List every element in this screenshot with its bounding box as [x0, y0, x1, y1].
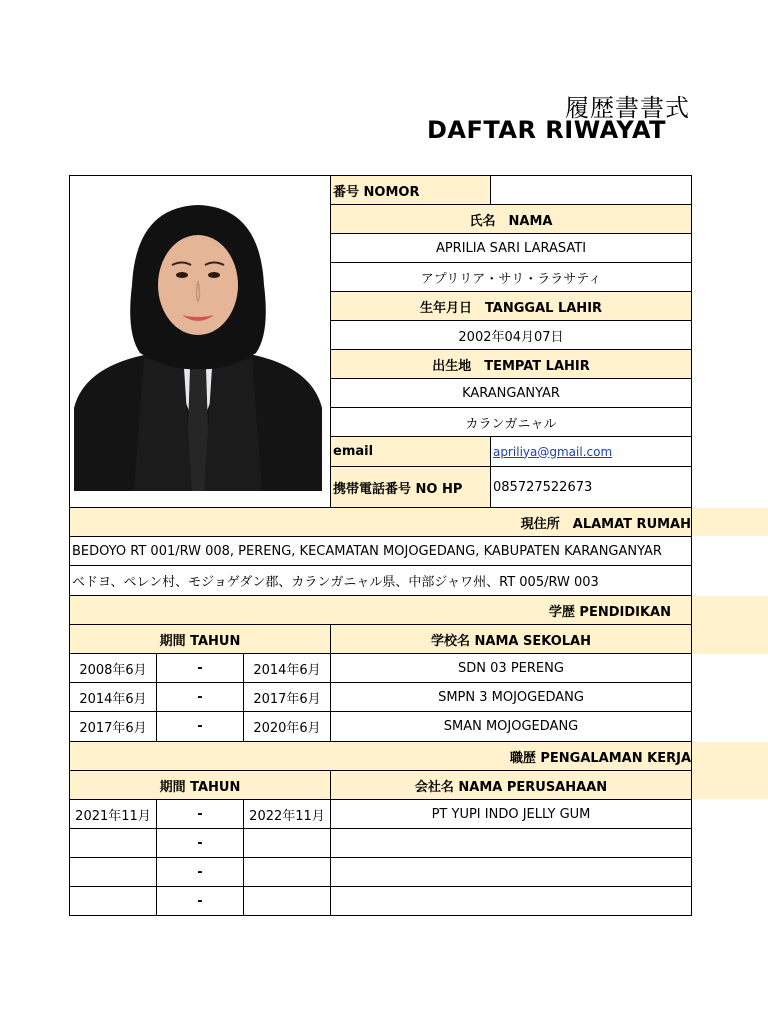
person-portrait-icon	[74, 193, 322, 491]
pengalaman-row-sep: -	[156, 857, 244, 887]
pengalaman-row-from: 2021年11月	[69, 799, 157, 829]
pengalaman-row-name: PT YUPI INDO JELLY GUM	[330, 799, 692, 829]
pengalaman-row-name[interactable]	[330, 857, 692, 887]
pendidikan-row-to: 2014年6月	[243, 653, 331, 683]
pendidikan-col-sekolah: 学校名 NAMA SEKOLAH	[330, 624, 692, 654]
pendidikan-label: 学歴 PENDIDIKAN	[69, 595, 692, 625]
pendidikan-row-from: 2014年6月	[69, 682, 157, 712]
nomor-label: 番号 NOMOR	[330, 175, 491, 205]
pendidikan-row-from: 2017年6月	[69, 711, 157, 742]
pengalaman-row-to[interactable]	[243, 857, 331, 887]
pengalaman-row-to[interactable]	[243, 886, 331, 916]
pengalaman-row-sep: -	[156, 828, 244, 858]
pendidikan-row-name: SMPN 3 MOJOGEDANG	[330, 682, 692, 712]
nomor-value[interactable]	[490, 175, 692, 205]
pendidikan-row-name: SMAN MOJOGEDANG	[330, 711, 692, 742]
hp-label: 携帯電話番号 NO HP	[330, 466, 491, 508]
pendidikan-row-sep: -	[156, 711, 244, 742]
pengalaman-row-name[interactable]	[330, 828, 692, 858]
pendidikan-row-sep: -	[156, 682, 244, 712]
nama-value: APRILIA SARI LARASATI	[330, 233, 692, 263]
tempat-lahir-value: KARANGANYAR	[330, 378, 692, 408]
email-label: email	[330, 436, 491, 467]
alamat-line1: BEDOYO RT 001/RW 008, PERENG, KECAMATAN MOJOGEDANG, KABUPATEN KARANGANYAR	[69, 536, 692, 566]
pengalaman-row-from[interactable]	[69, 886, 157, 916]
alamat-line2: ベドヨ、ペレン村、モジョゲダン郡、カランガニャル県、中部ジャワ州、RT 005/RW 003	[69, 565, 692, 596]
pengalaman-col-tahun: 期間 TAHUN	[69, 770, 331, 800]
pendidikan-row-to: 2020年6月	[243, 711, 331, 742]
pengalaman-row-from[interactable]	[69, 828, 157, 858]
tempat-lahir-label: 出生地 TEMPAT LAHIR	[330, 349, 692, 379]
email-link[interactable]: apriliya@gmail.com	[493, 444, 613, 459]
pengalaman-row-name[interactable]	[330, 886, 692, 916]
pengalaman-col-perusahaan: 会社名 NAMA PERUSAHAAN	[330, 770, 692, 800]
pendidikan-col-tahun: 期間 TAHUN	[69, 624, 331, 654]
pengalaman-label: 職歴 PENGALAMAN KERJA	[69, 741, 692, 771]
pengalaman-row-from[interactable]	[69, 857, 157, 887]
alamat-band-overflow	[691, 508, 768, 536]
nama-label: 氏名 NAMA	[330, 204, 692, 234]
pendidikan-row-from: 2008年6月	[69, 653, 157, 683]
pendidikan-row-name: SDN 03 PERENG	[330, 653, 692, 683]
document-title-japanese: 履歴書書式	[565, 94, 690, 122]
alamat-label: 現住所 ALAMAT RUMAH	[69, 507, 692, 537]
hp-value: 085727522673	[490, 466, 692, 508]
nama-katakana: アプリリア・サリ・ララサティ	[330, 262, 692, 292]
pendidikan-row-sep: -	[156, 653, 244, 683]
document-title: DAFTAR RIWAYAT	[427, 116, 667, 144]
pengalaman-row-to[interactable]	[243, 828, 331, 858]
pengalaman-row-sep: -	[156, 799, 244, 829]
tempat-lahir-katakana: カランガニャル	[330, 407, 692, 437]
pendidikan-row-to: 2017年6月	[243, 682, 331, 712]
tanggal-lahir-label: 生年月日 TANGGAL LAHIR	[330, 291, 692, 321]
pengalaman-row-sep: -	[156, 886, 244, 916]
pengalaman-band-overflow	[691, 742, 768, 799]
pengalaman-row-to: 2022年11月	[243, 799, 331, 829]
profile-photo	[74, 193, 322, 491]
tanggal-lahir-value: 2002年04月07日	[330, 320, 692, 350]
email-cell	[490, 436, 692, 467]
pendidikan-band-overflow	[691, 596, 768, 654]
